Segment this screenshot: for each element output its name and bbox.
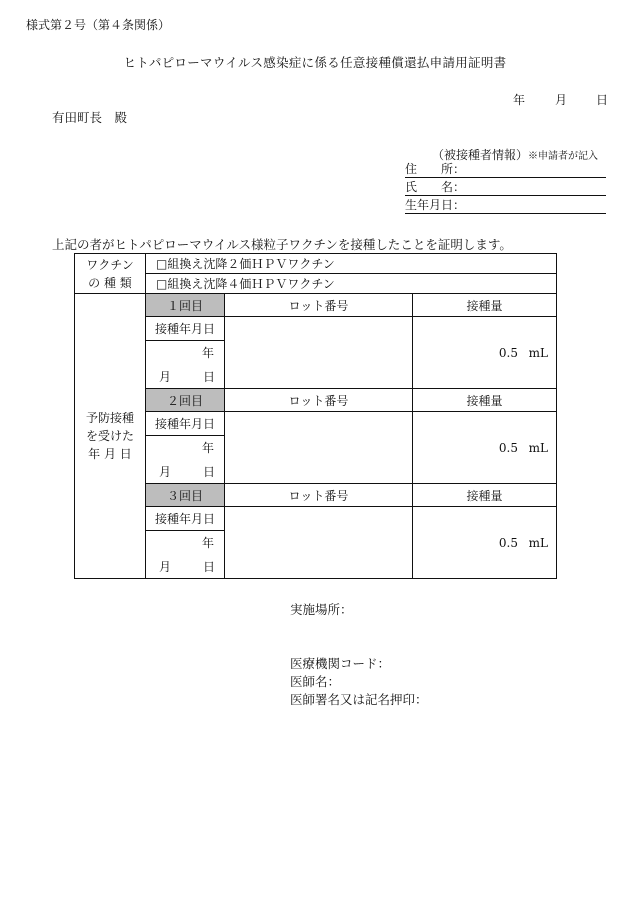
dose-3-amount: 0.5 mL <box>413 507 557 579</box>
date-year[interactable]: 年 <box>146 341 225 365</box>
form-number: 様式第２号（第４条関係） <box>26 18 171 32</box>
birthdate-label: 生年月日： <box>405 198 466 212</box>
amount-header: 接種量 <box>413 294 557 317</box>
institution-code: 医療機関コード： <box>290 656 391 671</box>
dose-3-label: ３回目 <box>146 484 225 507</box>
date-month: 月 <box>555 93 568 107</box>
doctor-name: 医師名： <box>290 674 341 689</box>
lot-number-header: ロット番号 <box>225 294 413 317</box>
name-field[interactable] <box>405 179 606 196</box>
vaccination-table <box>74 253 557 579</box>
dose-1-lot-field[interactable] <box>225 317 413 389</box>
date-year: 年 <box>513 93 526 107</box>
certification-statement: 上記の者がヒトパピローマウイルス様粒子ワクチンを接種したことを証明します。 <box>52 237 512 252</box>
addressee: 有田町長 殿 <box>52 110 128 125</box>
document-title: ヒトパピローマウイルス感染症に係る任意接種償還払申請用証明書 <box>123 55 507 70</box>
lot-number-header: ロット番号 <box>225 389 413 412</box>
dose-2-label: ２回目 <box>146 389 225 412</box>
dose-1-label: １回目 <box>146 294 225 317</box>
vaccine-option-bivalent[interactable]: □組換え沈降２価ＨＰＶワクチン <box>146 254 557 274</box>
dose-2-lot-field[interactable] <box>225 412 413 484</box>
lot-number-header: ロット番号 <box>225 484 413 507</box>
date-month-day[interactable]: 月 日 <box>146 555 225 579</box>
date-month-day[interactable]: 月 日 <box>146 460 225 484</box>
birthdate-field[interactable] <box>405 197 606 214</box>
applicant-heading: （被接種者情報） <box>432 148 529 162</box>
date-label: 接種年月日 <box>146 412 225 436</box>
vaccine-type-label: ワクチン の 種 類 <box>75 254 146 294</box>
date-year[interactable]: 年 <box>146 436 225 460</box>
implementation-place: 実施場所： <box>290 602 353 617</box>
dose-1-amount: 0.5 mL <box>413 317 557 389</box>
date-month-day[interactable]: 月 日 <box>146 365 225 389</box>
amount-header: 接種量 <box>413 484 557 507</box>
date-label: 接種年月日 <box>146 507 225 531</box>
dose-3-lot-field[interactable] <box>225 507 413 579</box>
address-field[interactable] <box>405 161 606 178</box>
vaccine-option-quadrivalent[interactable]: □組換え沈降４価ＨＰＶワクチン <box>146 274 557 294</box>
vaccination-date-label: 予防接種 を受けた 年 月 日 <box>75 294 146 579</box>
name-label: 氏 名： <box>405 180 466 194</box>
doctor-signature: 医師署名又は記名押印： <box>290 692 428 707</box>
dose-2-amount: 0.5 mL <box>413 412 557 484</box>
applicant-note: ※申請者が記入 <box>528 151 599 162</box>
date-year[interactable]: 年 <box>146 531 225 555</box>
amount-header: 接種量 <box>413 389 557 412</box>
date-label: 接種年月日 <box>146 317 225 341</box>
address-label: 住 所： <box>405 162 466 176</box>
date-day: 日 <box>596 93 609 107</box>
